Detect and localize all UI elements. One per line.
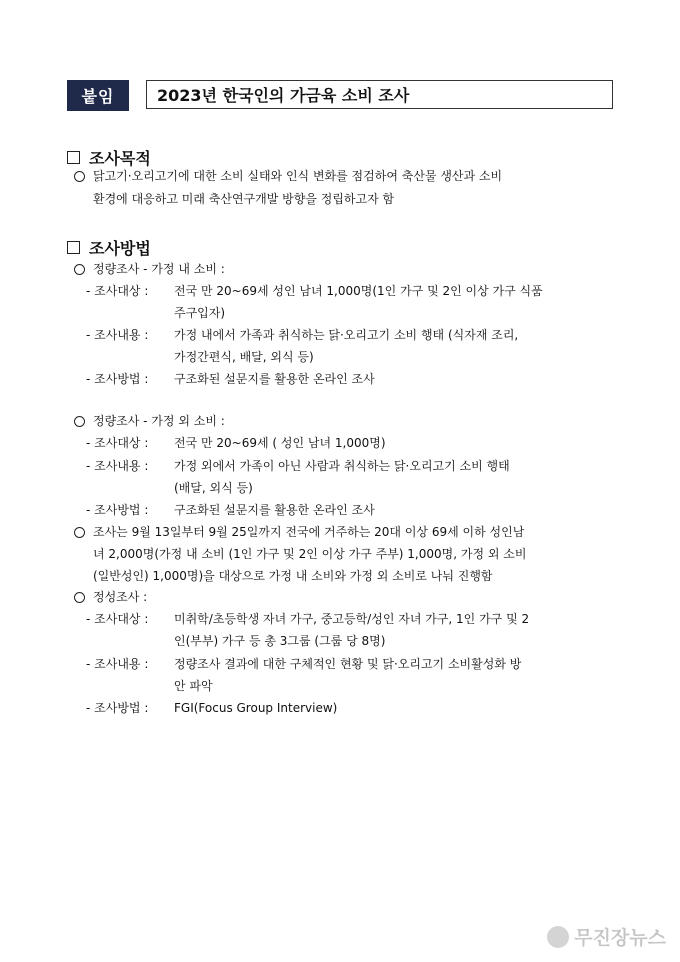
period-line-3: (일반성인) 1,000명)을 대상으로 가정 내 소비와 가정 외 소비로 나눠 진행함 xyxy=(93,569,493,583)
document-title: 2023년 한국인의 가금육 소비 조사 xyxy=(146,80,613,109)
home-method-text: 구조화된 설문지를 활용한 온라인 조사 xyxy=(174,372,375,386)
section-heading-purpose xyxy=(67,146,151,169)
watermark-text: 무진장뉴스 xyxy=(574,927,666,949)
out-method-label: - 조사방법 : xyxy=(86,503,149,517)
circle-bullet-icon xyxy=(74,171,85,182)
qual-survey-title: 정성조사 : xyxy=(93,590,148,604)
qual-target-label: - 조사대상 : xyxy=(86,612,149,626)
out-target-text: 전국 만 20~69세 ( 성인 남녀 1,000명) xyxy=(174,436,386,450)
out-survey-title: 정량조사 - 가정 외 소비 : xyxy=(93,414,225,428)
out-content-label: - 조사내용 : xyxy=(86,459,149,473)
section-heading-text: 조사목적 xyxy=(89,149,151,168)
home-method-label: - 조사방법 : xyxy=(86,372,149,386)
circle-bullet-icon xyxy=(74,592,85,603)
watermark xyxy=(547,923,666,950)
out-content-line-1: 가정 외에서 가족이 아닌 사람과 취식하는 닭·오리고기 소비 행태 xyxy=(174,459,510,473)
qual-content-label: - 조사내용 : xyxy=(86,657,149,671)
qual-target-line-1: 미취학/초등학생 자녀 가구, 중고등학/성인 자녀 가구, 1인 가구 및 2 xyxy=(174,612,530,626)
period-line-1: 조사는 9월 13일부터 9월 25일까지 전국에 거주하는 20대 이상 69세 이하 성인남 xyxy=(93,525,525,539)
circle-bullet-icon xyxy=(74,264,85,275)
qual-content-line-1: 정량조사 결과에 대한 구체적인 현황 및 닭·오리고기 소비활성화 방 xyxy=(174,657,522,671)
home-content-label: - 조사내용 : xyxy=(86,328,149,342)
home-content-line-1: 가정 내에서 가족과 취식하는 닭·오리고기 소비 행태 (식자재 조리, xyxy=(174,328,519,342)
qual-method-text: FGI(Focus Group Interview) xyxy=(174,701,338,715)
watermark-logo-icon xyxy=(547,926,569,948)
home-survey-title: 정량조사 - 가정 내 소비 : xyxy=(93,262,225,276)
circle-bullet-icon xyxy=(74,416,85,427)
purpose-line-2: 환경에 대응하고 미래 축산연구개발 방향을 정립하고자 함 xyxy=(93,192,395,206)
attachment-tag: 붙임 xyxy=(67,80,129,111)
square-bullet-icon xyxy=(67,241,80,254)
home-target-line-2: 주구입자) xyxy=(174,306,226,320)
qual-target-line-2: 인(부부) 가구 등 총 3그룹 (그룹 당 8명) xyxy=(174,634,386,648)
qual-method-label: - 조사방법 : xyxy=(86,701,149,715)
section-heading-text: 조사방법 xyxy=(89,239,151,258)
out-content-line-2: (배달, 외식 등) xyxy=(174,481,253,495)
home-target-label: - 조사대상 : xyxy=(86,284,149,298)
circle-bullet-icon xyxy=(74,527,85,538)
home-content-line-2: 가정간편식, 배달, 외식 등) xyxy=(174,350,314,364)
purpose-line-1: 닭고기·오리고기에 대한 소비 실태와 인식 변화를 점검하여 축산물 생산과 소비 xyxy=(93,169,503,183)
section-heading-method xyxy=(67,236,151,259)
qual-content-line-2: 안 파악 xyxy=(174,679,213,693)
square-bullet-icon xyxy=(67,151,80,164)
period-line-2: 녀 2,000명(가정 내 소비 (1인 가구 및 2인 이상 가구 주부) 1,000명, 가정 외 소비 xyxy=(93,547,527,561)
out-target-label: - 조사대상 : xyxy=(86,436,149,450)
out-method-text: 구조화된 설문지를 활용한 온라인 조사 xyxy=(174,503,375,517)
header xyxy=(67,80,615,111)
home-target-line-1: 전국 만 20~69세 성인 남녀 1,000명(1인 가구 및 2인 이상 가구 식품 xyxy=(174,284,543,298)
